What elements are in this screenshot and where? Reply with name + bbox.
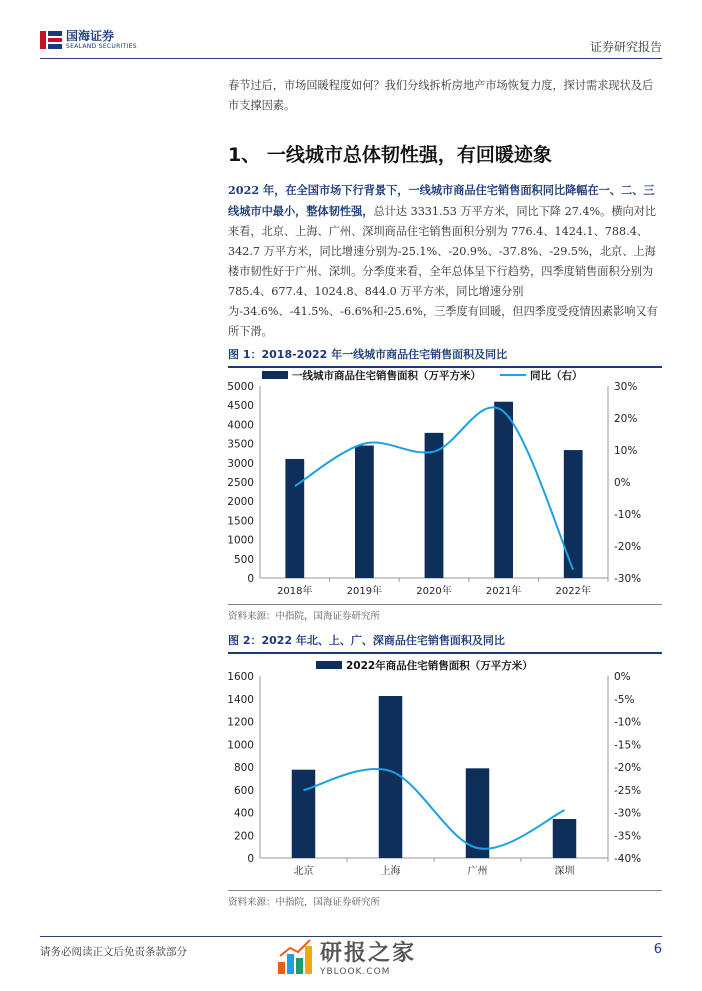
y2-tick-label: -5% [614,693,635,706]
y-tick-label: 3000 [227,457,254,470]
bar [285,459,304,578]
section-paragraph [228,180,662,342]
y2-tick-label: -15% [614,739,642,752]
legend-line-label: 同比（右） [530,370,583,382]
company-logo [40,30,137,50]
logo-text-en: SEALAND SECURITIES [66,43,137,50]
figure2-title: 图 2：2022 年北、上、广、深商品住宅销售面积及同比 [228,632,662,654]
y-tick-label: 4000 [227,419,254,432]
x-tick-label: 2020年 [416,586,452,597]
y2-tick-label: -30% [614,573,642,585]
y-tick-label: 1600 [227,671,254,683]
y2-tick-label: 0% [614,671,631,683]
y2-tick-label: 30% [614,381,638,393]
y2-tick-label: -20% [614,541,642,553]
figure1-title: 图 1：2018-2022 年一线城市商品住宅销售面积及同比 [228,346,662,368]
page-header [40,28,662,59]
y-tick-label: 4500 [227,400,254,413]
logo-mark-icon [40,31,62,49]
y-tick-label: 400 [233,807,254,820]
section-title: 1、 一线城市总体韧性强，有回暖迹象 [228,144,552,166]
y-tick-label: 500 [233,553,254,566]
bar [425,433,444,578]
section-body: 总计达 3331.53 万平方米，同比下降 27.4%。横向对比来看，北京、上海、广州、深圳商品住宅销售面积分别为 776.4、1424.1、788.4、342.7 万平方米，同比增速分别为-25.1%、-20.9%、-37.8%、-29.5%，北京、上海楼市韧性好于广州、深圳。分季度来看，全年总体呈下行趋势，四季度销售面积分别为 785.4、677.4、1024.8、844.0 万平方米，同比增速分别为-34.6%、-41.5%、-6.6%和-25.6%，三季度有回暖，但四季度受疫情因素影响又有所下滑。 [228,205,658,338]
section-lead: 2022 年，在全国市场下行背景下，一线城市商品住宅销售面积同比降幅在一、二、三线城市中最小，整体韧性强， [228,183,655,218]
x-tick-label: 2022年 [555,586,591,597]
y2-tick-label: -25% [614,784,642,797]
bar [355,446,374,578]
bar [292,770,315,858]
figure2-source: 资料来源：中指院，国海证券研究所 [228,890,662,908]
y-tick-label: 3500 [227,438,254,451]
x-tick-label: 上海 [380,866,401,877]
x-tick-label: 深圳 [554,866,575,877]
y-tick-label: 0 [247,853,254,865]
y-tick-label: 5000 [227,381,254,393]
watermark [276,936,416,977]
bar [564,450,583,578]
watermark-cn: 研报之家 [320,941,417,966]
bar [553,819,576,858]
y-tick-label: 1400 [227,693,254,706]
y2-tick-label: -20% [614,762,642,774]
bar [379,696,402,858]
legend-bar-swatch [316,661,342,669]
y-tick-label: 1200 [227,716,254,729]
y-tick-label: 1000 [227,739,254,752]
y-tick-label: 1000 [227,534,254,547]
y-tick-label: 600 [233,784,254,797]
y2-tick-label: -40% [614,853,642,865]
series-line [304,769,565,849]
y-tick-label: 0 [247,573,254,585]
bar [494,402,513,578]
y2-tick-label: -35% [614,830,642,843]
y2-tick-label: 0% [614,477,631,489]
x-tick-label: 广州 [467,866,488,877]
figure2-chart [0,654,702,890]
y-tick-label: 1500 [227,515,254,528]
legend-bar-label: 2022年商品住宅销售面积（万平方米） [346,660,533,672]
x-tick-label: 2019年 [346,586,383,597]
intro-paragraph: 春节过后，市场回暖程度如何？我们分线拆析房地产市场恢复力度，探讨需求现状及后市支撑因素。 [228,79,654,112]
legend-bar-label: 一线城市商品住宅销售面积（万平方米） [292,370,481,382]
y-tick-label: 2000 [227,496,254,509]
y2-tick-label: -10% [614,716,642,729]
figure1-chart [0,366,702,606]
y-tick-label: 800 [233,762,254,774]
x-tick-label: 2021年 [485,586,522,597]
document-type: 证券研究报告 [589,40,662,54]
legend-bar-swatch [262,371,288,379]
y-tick-label: 200 [233,830,254,843]
x-tick-label: 2018年 [277,586,313,597]
y2-tick-label: 20% [614,413,638,425]
logo-text-cn: 国海证券 [66,29,115,43]
watermark-chart-icon [276,938,314,976]
y-tick-label: 2500 [227,477,254,489]
x-tick-label: 北京 [293,866,314,877]
footer-disclaimer: 请务必阅读正文后免责条款部分 [40,946,187,958]
figure1-source: 资料来源：中指院，国海证券研究所 [228,604,662,622]
page-number: 6 [653,942,662,957]
y2-tick-label: -10% [614,509,642,521]
y2-tick-label: 10% [614,445,638,457]
y2-tick-label: -30% [614,807,642,820]
watermark-en: YBLOOK.COM [320,967,391,977]
